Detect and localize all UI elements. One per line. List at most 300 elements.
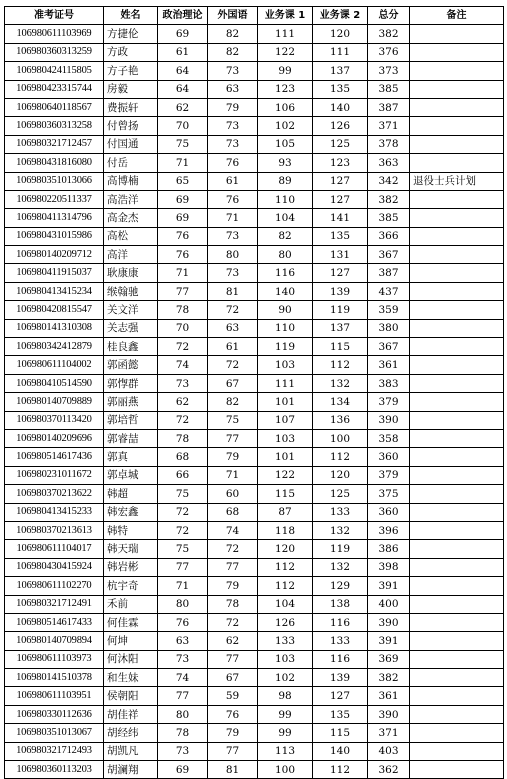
cell-remarks	[410, 650, 504, 668]
cell-exam-id: 106980360313259	[5, 43, 104, 61]
cell-foreign-language: 76	[208, 154, 258, 172]
cell-politics: 77	[158, 558, 208, 576]
cell-name: 付曾扬	[104, 117, 158, 135]
cell-subject-1: 112	[258, 577, 313, 595]
table-row	[5, 613, 504, 631]
table-row	[5, 117, 504, 135]
cell-foreign-language: 63	[208, 319, 258, 337]
cell-remarks	[410, 466, 504, 484]
cell-exam-id: 106980611103969	[5, 25, 104, 43]
cell-subject-2: 138	[313, 595, 368, 613]
cell-total: 375	[368, 485, 410, 503]
header-exam-id: 准考证号	[5, 7, 104, 25]
cell-foreign-language: 77	[208, 650, 258, 668]
table-row	[5, 172, 504, 190]
cell-subject-1: 105	[258, 135, 313, 153]
cell-subject-2: 125	[313, 135, 368, 153]
table-row	[5, 246, 504, 264]
cell-foreign-language: 72	[208, 540, 258, 558]
cell-foreign-language: 72	[208, 301, 258, 319]
cell-remarks	[410, 613, 504, 631]
table-row	[5, 338, 504, 356]
cell-name: 杭宇奇	[104, 577, 158, 595]
score-table	[4, 6, 504, 779]
cell-remarks	[410, 282, 504, 300]
cell-foreign-language: 61	[208, 338, 258, 356]
table-row	[5, 761, 504, 779]
cell-exam-id: 106980321712457	[5, 135, 104, 153]
header-total: 总分	[368, 7, 410, 25]
cell-subject-1: 106	[258, 98, 313, 116]
cell-subject-2: 132	[313, 374, 368, 392]
table-row	[5, 43, 504, 61]
cell-remarks	[410, 393, 504, 411]
cell-subject-2: 131	[313, 246, 368, 264]
cell-subject-2: 139	[313, 282, 368, 300]
cell-remarks: 退役士兵计划	[410, 172, 504, 190]
cell-subject-1: 101	[258, 448, 313, 466]
cell-exam-id: 106980140209696	[5, 429, 104, 447]
table-row	[5, 558, 504, 576]
table-row	[5, 687, 504, 705]
cell-total: 391	[368, 577, 410, 595]
cell-name: 高洋	[104, 246, 158, 264]
table-row	[5, 742, 504, 760]
cell-subject-2: 115	[313, 724, 368, 742]
table-row	[5, 705, 504, 723]
cell-subject-1: 111	[258, 374, 313, 392]
cell-subject-2: 129	[313, 577, 368, 595]
cell-total: 382	[368, 669, 410, 687]
table-row	[5, 595, 504, 613]
cell-remarks	[410, 301, 504, 319]
cell-name: 高浩洋	[104, 190, 158, 208]
cell-name: 韩天瑞	[104, 540, 158, 558]
cell-total: 369	[368, 650, 410, 668]
cell-total: 376	[368, 43, 410, 61]
cell-total: 390	[368, 705, 410, 723]
cell-remarks	[410, 503, 504, 521]
cell-subject-2: 127	[313, 687, 368, 705]
cell-total: 386	[368, 540, 410, 558]
cell-politics: 72	[158, 503, 208, 521]
cell-politics: 66	[158, 466, 208, 484]
cell-subject-2: 132	[313, 558, 368, 576]
table-row	[5, 80, 504, 98]
cell-name: 关志强	[104, 319, 158, 337]
cell-name: 高松	[104, 227, 158, 245]
cell-name: 缑翰驰	[104, 282, 158, 300]
cell-subject-2: 134	[313, 393, 368, 411]
cell-subject-1: 98	[258, 687, 313, 705]
cell-name: 郭睿喆	[104, 429, 158, 447]
table-row	[5, 25, 504, 43]
cell-foreign-language: 77	[208, 558, 258, 576]
table-row	[5, 429, 504, 447]
cell-total: 378	[368, 135, 410, 153]
cell-subject-1: 112	[258, 558, 313, 576]
cell-foreign-language: 73	[208, 135, 258, 153]
cell-exam-id: 106980423315744	[5, 80, 104, 98]
table-row	[5, 319, 504, 337]
table-row	[5, 448, 504, 466]
cell-politics: 76	[158, 227, 208, 245]
score-table-container	[4, 6, 503, 779]
cell-exam-id: 106980611103973	[5, 650, 104, 668]
cell-total: 371	[368, 117, 410, 135]
cell-subject-1: 102	[258, 669, 313, 687]
cell-subject-1: 90	[258, 301, 313, 319]
cell-foreign-language: 67	[208, 669, 258, 687]
table-row	[5, 301, 504, 319]
cell-subject-2: 111	[313, 43, 368, 61]
cell-subject-2: 125	[313, 485, 368, 503]
cell-remarks	[410, 117, 504, 135]
cell-name: 付岳	[104, 154, 158, 172]
cell-total: 390	[368, 613, 410, 631]
cell-subject-1: 102	[258, 117, 313, 135]
cell-exam-id: 106980231011672	[5, 466, 104, 484]
table-row	[5, 466, 504, 484]
cell-exam-id: 106980611104002	[5, 356, 104, 374]
header-foreign-language: 外国语	[208, 7, 258, 25]
cell-foreign-language: 74	[208, 521, 258, 539]
cell-total: 398	[368, 558, 410, 576]
cell-total: 400	[368, 595, 410, 613]
cell-subject-2: 135	[313, 80, 368, 98]
cell-subject-1: 110	[258, 190, 313, 208]
cell-subject-1: 103	[258, 650, 313, 668]
table-row	[5, 190, 504, 208]
cell-total: 403	[368, 742, 410, 760]
cell-exam-id: 106980321712493	[5, 742, 104, 760]
cell-remarks	[410, 540, 504, 558]
cell-remarks	[410, 742, 504, 760]
cell-exam-id: 106980370213613	[5, 521, 104, 539]
cell-remarks	[410, 521, 504, 539]
cell-subject-1: 120	[258, 540, 313, 558]
cell-foreign-language: 67	[208, 374, 258, 392]
table-row	[5, 135, 504, 153]
cell-politics: 62	[158, 393, 208, 411]
cell-subject-1: 103	[258, 356, 313, 374]
cell-subject-1: 82	[258, 227, 313, 245]
cell-foreign-language: 62	[208, 632, 258, 650]
cell-subject-1: 119	[258, 338, 313, 356]
cell-exam-id: 106980431816080	[5, 154, 104, 172]
cell-total: 387	[368, 264, 410, 282]
cell-subject-2: 133	[313, 503, 368, 521]
cell-exam-id: 106980640118567	[5, 98, 104, 116]
cell-total: 363	[368, 154, 410, 172]
cell-subject-2: 127	[313, 172, 368, 190]
header-subject-1: 业务课 1	[258, 7, 313, 25]
cell-subject-1: 101	[258, 393, 313, 411]
cell-remarks	[410, 62, 504, 80]
cell-name: 何沐阳	[104, 650, 158, 668]
cell-subject-1: 99	[258, 705, 313, 723]
cell-politics: 75	[158, 485, 208, 503]
cell-remarks	[410, 577, 504, 595]
cell-remarks	[410, 135, 504, 153]
cell-subject-2: 137	[313, 62, 368, 80]
cell-subject-2: 120	[313, 25, 368, 43]
cell-remarks	[410, 227, 504, 245]
cell-politics: 80	[158, 595, 208, 613]
cell-remarks	[410, 209, 504, 227]
cell-name: 方子艳	[104, 62, 158, 80]
cell-subject-2: 140	[313, 98, 368, 116]
cell-exam-id: 106980514617433	[5, 613, 104, 631]
cell-subject-2: 132	[313, 521, 368, 539]
table-row	[5, 485, 504, 503]
cell-politics: 71	[158, 577, 208, 595]
cell-politics: 76	[158, 613, 208, 631]
cell-subject-2: 136	[313, 411, 368, 429]
cell-subject-1: 110	[258, 319, 313, 337]
cell-subject-2: 112	[313, 761, 368, 779]
cell-politics: 64	[158, 80, 208, 98]
cell-total: 385	[368, 80, 410, 98]
cell-subject-1: 118	[258, 521, 313, 539]
cell-politics: 72	[158, 411, 208, 429]
cell-subject-1: 87	[258, 503, 313, 521]
cell-exam-id: 106980140709889	[5, 393, 104, 411]
cell-remarks	[410, 761, 504, 779]
table-row	[5, 724, 504, 742]
cell-total: 367	[368, 246, 410, 264]
cell-remarks	[410, 154, 504, 172]
cell-exam-id: 106980424115805	[5, 62, 104, 80]
cell-total: 437	[368, 282, 410, 300]
cell-foreign-language: 77	[208, 742, 258, 760]
cell-subject-1: 100	[258, 761, 313, 779]
cell-exam-id: 106980330112636	[5, 705, 104, 723]
cell-name: 郭丽燕	[104, 393, 158, 411]
cell-politics: 78	[158, 429, 208, 447]
cell-name: 郭惸群	[104, 374, 158, 392]
cell-foreign-language: 82	[208, 25, 258, 43]
cell-subject-1: 122	[258, 466, 313, 484]
cell-exam-id: 106980420815547	[5, 301, 104, 319]
cell-subject-2: 112	[313, 356, 368, 374]
cell-subject-2: 119	[313, 540, 368, 558]
cell-politics: 73	[158, 742, 208, 760]
cell-politics: 69	[158, 209, 208, 227]
header-remarks: 备注	[410, 7, 504, 25]
cell-foreign-language: 75	[208, 411, 258, 429]
cell-politics: 78	[158, 724, 208, 742]
cell-politics: 68	[158, 448, 208, 466]
cell-subject-1: 111	[258, 25, 313, 43]
cell-subject-2: 133	[313, 632, 368, 650]
cell-exam-id: 106980413415233	[5, 503, 104, 521]
cell-subject-1: 99	[258, 62, 313, 80]
cell-name: 郭真	[104, 448, 158, 466]
cell-remarks	[410, 448, 504, 466]
cell-subject-2: 120	[313, 466, 368, 484]
cell-remarks	[410, 338, 504, 356]
cell-subject-2: 137	[313, 319, 368, 337]
cell-exam-id: 106980514617436	[5, 448, 104, 466]
header-row	[5, 7, 504, 25]
cell-remarks	[410, 374, 504, 392]
cell-name: 方政	[104, 43, 158, 61]
cell-exam-id: 106980611104017	[5, 540, 104, 558]
cell-subject-1: 123	[258, 80, 313, 98]
cell-total: 373	[368, 62, 410, 80]
table-row	[5, 503, 504, 521]
table-row	[5, 98, 504, 116]
cell-foreign-language: 76	[208, 705, 258, 723]
cell-subject-1: 133	[258, 632, 313, 650]
cell-exam-id: 106980351013067	[5, 724, 104, 742]
cell-total: 382	[368, 190, 410, 208]
cell-foreign-language: 76	[208, 190, 258, 208]
cell-remarks	[410, 80, 504, 98]
cell-subject-2: 127	[313, 190, 368, 208]
cell-politics: 70	[158, 117, 208, 135]
table-row	[5, 669, 504, 687]
cell-remarks	[410, 98, 504, 116]
cell-total: 360	[368, 503, 410, 521]
cell-foreign-language: 82	[208, 393, 258, 411]
cell-name: 何坤	[104, 632, 158, 650]
cell-politics: 72	[158, 338, 208, 356]
cell-subject-1: 89	[258, 172, 313, 190]
cell-subject-1: 104	[258, 595, 313, 613]
cell-remarks	[410, 595, 504, 613]
cell-foreign-language: 78	[208, 595, 258, 613]
cell-foreign-language: 71	[208, 209, 258, 227]
cell-exam-id: 106980411915037	[5, 264, 104, 282]
cell-foreign-language: 73	[208, 62, 258, 80]
cell-name: 方捷伦	[104, 25, 158, 43]
cell-total: 380	[368, 319, 410, 337]
cell-name: 胡澜翔	[104, 761, 158, 779]
cell-foreign-language: 73	[208, 227, 258, 245]
cell-subject-2: 135	[313, 227, 368, 245]
cell-name: 韩岩彬	[104, 558, 158, 576]
cell-politics: 69	[158, 190, 208, 208]
cell-subject-1: 126	[258, 613, 313, 631]
cell-politics: 69	[158, 761, 208, 779]
cell-subject-2: 116	[313, 650, 368, 668]
cell-subject-1: 103	[258, 429, 313, 447]
cell-exam-id: 106980370113420	[5, 411, 104, 429]
cell-subject-1: 115	[258, 485, 313, 503]
cell-subject-1: 93	[258, 154, 313, 172]
cell-foreign-language: 79	[208, 98, 258, 116]
cell-exam-id: 106980140209712	[5, 246, 104, 264]
cell-foreign-language: 80	[208, 246, 258, 264]
cell-politics: 71	[158, 264, 208, 282]
cell-remarks	[410, 429, 504, 447]
cell-politics: 78	[158, 301, 208, 319]
cell-exam-id: 106980220511337	[5, 190, 104, 208]
cell-remarks	[410, 632, 504, 650]
cell-politics: 77	[158, 282, 208, 300]
cell-name: 郭卓城	[104, 466, 158, 484]
table-body	[5, 25, 504, 779]
cell-total: 379	[368, 466, 410, 484]
cell-name: 何佳霖	[104, 613, 158, 631]
header-name: 姓名	[104, 7, 158, 25]
cell-politics: 64	[158, 62, 208, 80]
cell-politics: 69	[158, 25, 208, 43]
header-politics: 政治理论	[158, 7, 208, 25]
cell-foreign-language: 79	[208, 448, 258, 466]
cell-exam-id: 106980611102270	[5, 577, 104, 595]
cell-name: 禾前	[104, 595, 158, 613]
table-row	[5, 521, 504, 539]
table-row	[5, 154, 504, 172]
cell-total: 387	[368, 98, 410, 116]
cell-foreign-language: 72	[208, 613, 258, 631]
cell-exam-id: 106980141310308	[5, 319, 104, 337]
table-row	[5, 62, 504, 80]
cell-total: 385	[368, 209, 410, 227]
cell-politics: 80	[158, 705, 208, 723]
cell-remarks	[410, 190, 504, 208]
cell-total: 367	[368, 338, 410, 356]
table-row	[5, 227, 504, 245]
cell-remarks	[410, 25, 504, 43]
cell-subject-2: 123	[313, 154, 368, 172]
cell-total: 396	[368, 521, 410, 539]
cell-exam-id: 106980342412879	[5, 338, 104, 356]
cell-exam-id: 106980321712491	[5, 595, 104, 613]
cell-subject-2: 100	[313, 429, 368, 447]
cell-subject-1: 116	[258, 264, 313, 282]
table-row	[5, 264, 504, 282]
cell-foreign-language: 59	[208, 687, 258, 705]
cell-foreign-language: 61	[208, 172, 258, 190]
cell-name: 费振轩	[104, 98, 158, 116]
cell-total: 383	[368, 374, 410, 392]
cell-total: 362	[368, 761, 410, 779]
cell-name: 关文洋	[104, 301, 158, 319]
cell-name: 胡凯凡	[104, 742, 158, 760]
cell-politics: 77	[158, 687, 208, 705]
cell-total: 390	[368, 411, 410, 429]
cell-exam-id: 106980413415234	[5, 282, 104, 300]
cell-remarks	[410, 485, 504, 503]
cell-subject-1: 107	[258, 411, 313, 429]
cell-name: 和生妹	[104, 669, 158, 687]
cell-name: 桂良鑫	[104, 338, 158, 356]
cell-name: 付国通	[104, 135, 158, 153]
cell-subject-1: 140	[258, 282, 313, 300]
cell-remarks	[410, 246, 504, 264]
cell-remarks	[410, 669, 504, 687]
cell-remarks	[410, 724, 504, 742]
table-row	[5, 393, 504, 411]
cell-remarks	[410, 705, 504, 723]
table-row	[5, 209, 504, 227]
cell-total: 379	[368, 393, 410, 411]
table-row	[5, 650, 504, 668]
cell-remarks	[410, 43, 504, 61]
cell-exam-id: 106980411314796	[5, 209, 104, 227]
cell-total: 371	[368, 724, 410, 742]
cell-exam-id: 106980431015986	[5, 227, 104, 245]
table-row	[5, 577, 504, 595]
table-row	[5, 632, 504, 650]
cell-name: 高博楠	[104, 172, 158, 190]
cell-foreign-language: 77	[208, 429, 258, 447]
cell-foreign-language: 71	[208, 466, 258, 484]
